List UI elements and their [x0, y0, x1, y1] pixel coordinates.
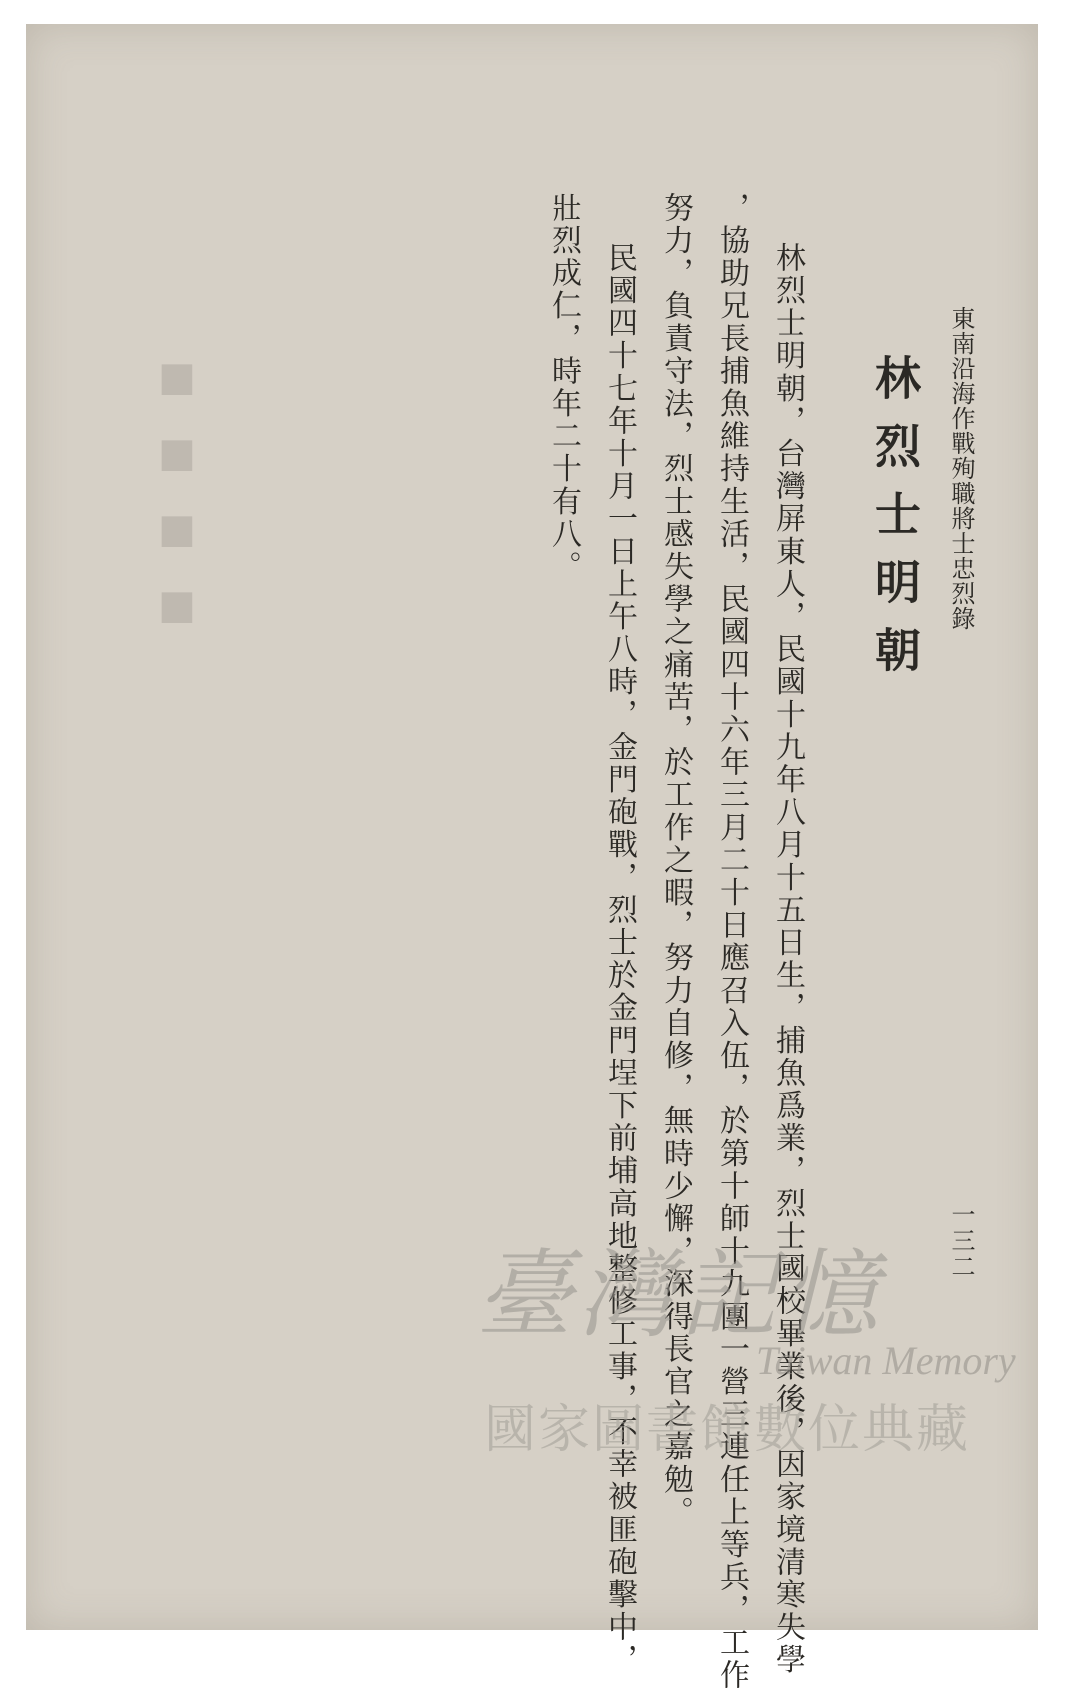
- library-watermark: [456, 1219, 1016, 1479]
- reverse-side-bleed-through: ■■■■: [154, 354, 200, 658]
- watermark-english-text: Taiwan Memory: [756, 1338, 1016, 1383]
- watermark-chinese-text: 國家圖書館數位典藏: [484, 1400, 971, 1460]
- running-header: 東南沿海作戰殉職將士忠烈錄: [947, 306, 975, 631]
- body-line: 民國四十七年十月一日上午八時，金門砲戰，烈士於金門埕下前埔高地整修工事，不幸被匪砲擊中，: [602, 242, 637, 1677]
- watermark-logo-script: 臺灣記憶: [476, 1239, 884, 1351]
- body-line: 林烈士明朝，台灣屏東人，民國十九年八月十五日生，捕魚爲業，烈士國校畢業後，因家境清寒失學: [770, 242, 805, 1677]
- page-number: 一三二: [947, 1202, 975, 1280]
- page-title: 林烈士明朝: [868, 354, 922, 694]
- body-line: ，協助兄長捕魚維持生活，民國四十六年三月二十日應召入伍，於第十師十九團一營三連任上等兵，工作: [714, 192, 749, 1692]
- body-line: 壯烈成仁，時年二十有八。: [546, 192, 581, 584]
- body-line: 努力，負責守法，烈士感失學之痛苦，於工作之暇，努力自修，無時少懈，深得長官之嘉勉。: [658, 192, 693, 1529]
- document-page: [26, 24, 1038, 1692]
